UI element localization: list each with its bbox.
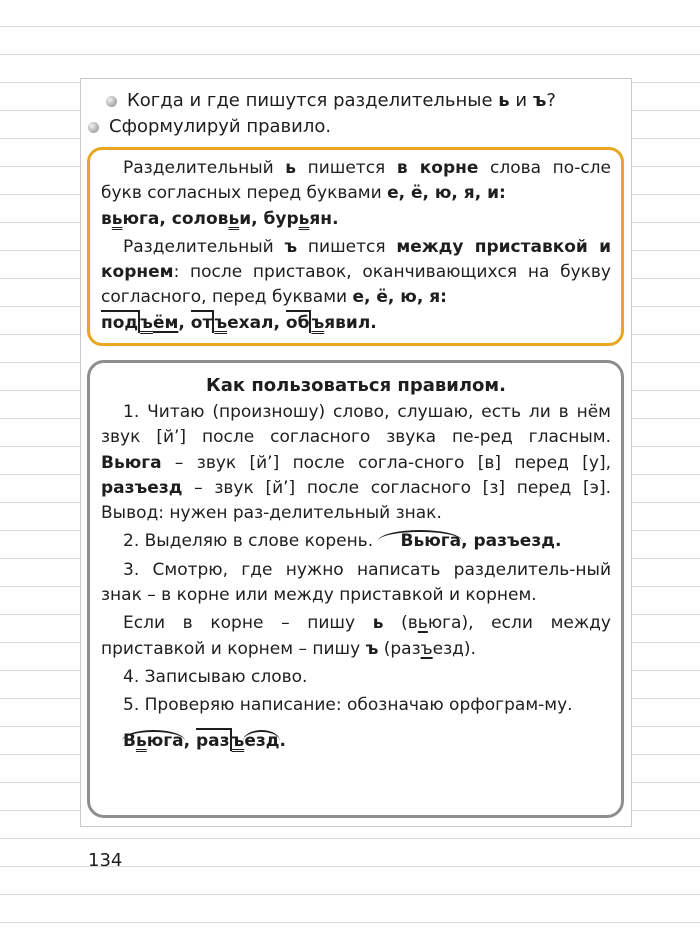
final-examples: Вьюга, раз ъезд. bbox=[101, 729, 611, 754]
final-word-razyezd: раз ъезд bbox=[196, 729, 279, 754]
root-mark-vyuga: Вьюга bbox=[379, 529, 462, 554]
example-word-podyom: под ъём bbox=[101, 311, 178, 336]
rule-summary: Если в корне – пишу ь (вьюга), если между приставкой и корнем – пишу ъ (разъезд). bbox=[101, 613, 611, 659]
step-3: 3. Смотрю, где нужно написать разделитель-ный знак – в корне или между приставкой и корнем. bbox=[101, 559, 611, 606]
rule-soft-sign-text: Разделительный ь пишется в корне слова по-сле букв согласных перед буквами е, ё, ю, я, и: bbox=[101, 158, 612, 204]
rule-hard-sign-examples: под ъём, от ъехал, об ъявил. bbox=[101, 311, 611, 336]
question-1 bbox=[88, 88, 628, 114]
final-word-vyuga: Вьюга bbox=[123, 729, 184, 754]
question-2-text: Сформулируй правило. bbox=[109, 116, 332, 137]
how-to-use-box bbox=[87, 360, 624, 818]
step-4: 4. Записываю слово. bbox=[123, 666, 308, 687]
how-to-use-title: Как пользоваться правилом. bbox=[206, 375, 506, 396]
step-2: 2. Выделяю в слове корень. Вьюга, разъезд. bbox=[101, 529, 611, 554]
step-1: 1. Читаю (произношу) слово, слушаю, есть ли в нём звук [й’] после согласного звука пе-ред гласным. Вьюга – звук [й’] после согла-сного [в] перед [у], разъезд – звук [й’] после согласного [з] перед [э]. Вывод: нужен раз-делительный знак. bbox=[101, 402, 611, 524]
question-2 bbox=[88, 114, 628, 140]
bullet-icon bbox=[88, 122, 99, 133]
page-number: 134 bbox=[88, 850, 123, 871]
rule-hard-sign-text: Разделительный ъ пишется между приставкой и корнем: после приставок, оканчивающихся на букву согласного, перед буквами е, ё, ю, я: bbox=[101, 236, 611, 308]
example-word-buryan: бурьян bbox=[263, 208, 333, 229]
example-word-solovyi: соловьи bbox=[171, 208, 252, 229]
bullet-icon bbox=[106, 96, 117, 107]
example-word-otyehal: от ъехал bbox=[191, 311, 274, 336]
rule-box bbox=[87, 147, 624, 346]
step-5: 5. Проверяю написание: обозначаю орфограм-му. bbox=[123, 695, 573, 716]
rule-soft-sign-examples: вьюга, соловьи, бурьян. bbox=[101, 207, 611, 232]
example-word-vyuga: вьюга bbox=[101, 208, 160, 229]
question-1-text: Когда и где пишутся разделительные ь и ъ? bbox=[127, 90, 556, 111]
questions-block bbox=[88, 88, 628, 140]
word-razyezd: разъезд bbox=[473, 531, 555, 552]
example-word-obyavil: об ъявил bbox=[286, 311, 370, 336]
